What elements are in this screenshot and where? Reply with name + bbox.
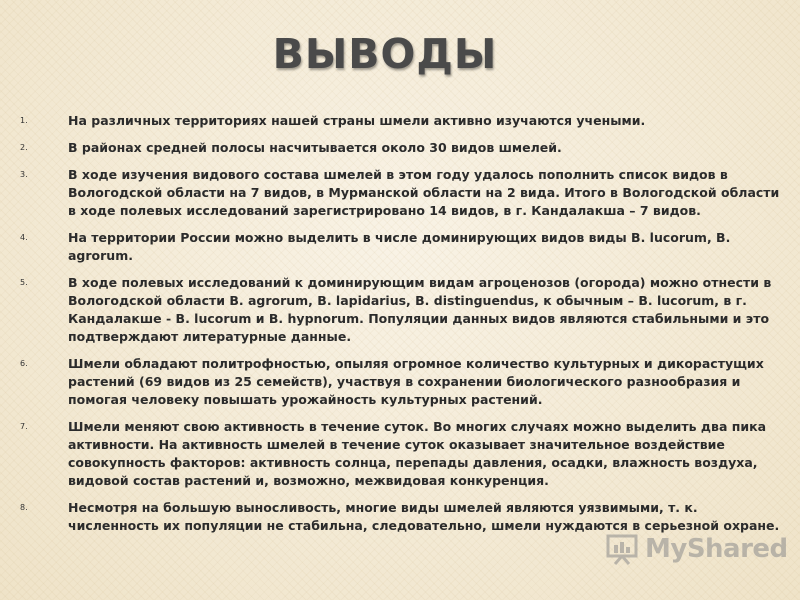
list-item-number: 7. (20, 422, 28, 431)
list-item (20, 229, 780, 265)
list-item-text: В ходе полевых исследований к доминирующим видам агроценозов (огорода) можно отнести в Вологодской области B. agrorum, B. lapidarius, B. distinguendus, к обычным – B. lucorum, в г. Кандалакше - B. lucorum и B. hypnorum. Популяции данных видов являются стабильными и это подтверждают литературные данные. (68, 275, 772, 344)
list-item (20, 274, 780, 346)
list-item-text: В районах средней полосы насчитывается около 30 видов шмелей. (68, 140, 562, 155)
list-item (20, 355, 780, 409)
list-item-text: В ходе изучения видового состава шмелей в этом году удалось пополнить список видов в Вологодской области на 7 видов, в Мурманской области на 2 вида. Итого в Вологодской области в ходе полевых исследований зарегистрировано 14 видов, в г. Кандалакша – 7 видов. (68, 167, 780, 218)
list-item-number: 2. (20, 143, 28, 152)
list-item-number: 5. (20, 278, 28, 287)
conclusions-list (20, 112, 780, 544)
list-item (20, 112, 780, 130)
list-item (20, 499, 780, 535)
list-item-number: 3. (20, 170, 28, 179)
list-item-number: 8. (20, 503, 28, 512)
list-item-number: 6. (20, 359, 28, 368)
list-item-text: На территории России можно выделить в числе доминирующих видов виды B. lucorum, B. agrorum. (68, 230, 731, 263)
list-item-number: 1. (20, 116, 28, 125)
list-item-text: Несмотря на большую выносливость, многие виды шмелей являются уязвимыми, т. к. численность их популяции не стабильна, следовательно, шмели нуждаются в серьезной охране. (68, 500, 780, 533)
list-item-text: Шмели меняют свою активность в течение суток. Во многих случаях можно выделить два пика активности. На активность шмелей в течение суток оказывает значительное воздействие совокупность факторов: активность солнца, перепады давления, осадки, влажность воздуха, видовой состав растений и, возможно, межвидовая конкуренция. (68, 419, 767, 488)
list-item-number: 4. (20, 233, 28, 242)
watermark-text: MyShared (645, 534, 788, 564)
list-item-text: Шмели обладают политрофностью, опыляя огромное количество культурных и дикорастущих растений (69 видов из 25 семейств), участвуя в сохранении биологического разнообразия и помогая человеку повышать урожайность культурных растений. (68, 356, 764, 407)
list-item-text: На различных территориях нашей страны шмели активно изучаются учеными. (68, 113, 646, 128)
list-item (20, 166, 780, 220)
slide-title: ВЫВОДЫ (272, 30, 498, 78)
list-item (20, 139, 780, 157)
presentation-board-icon (605, 532, 639, 566)
myshared-watermark (605, 532, 788, 566)
list-item (20, 418, 780, 490)
